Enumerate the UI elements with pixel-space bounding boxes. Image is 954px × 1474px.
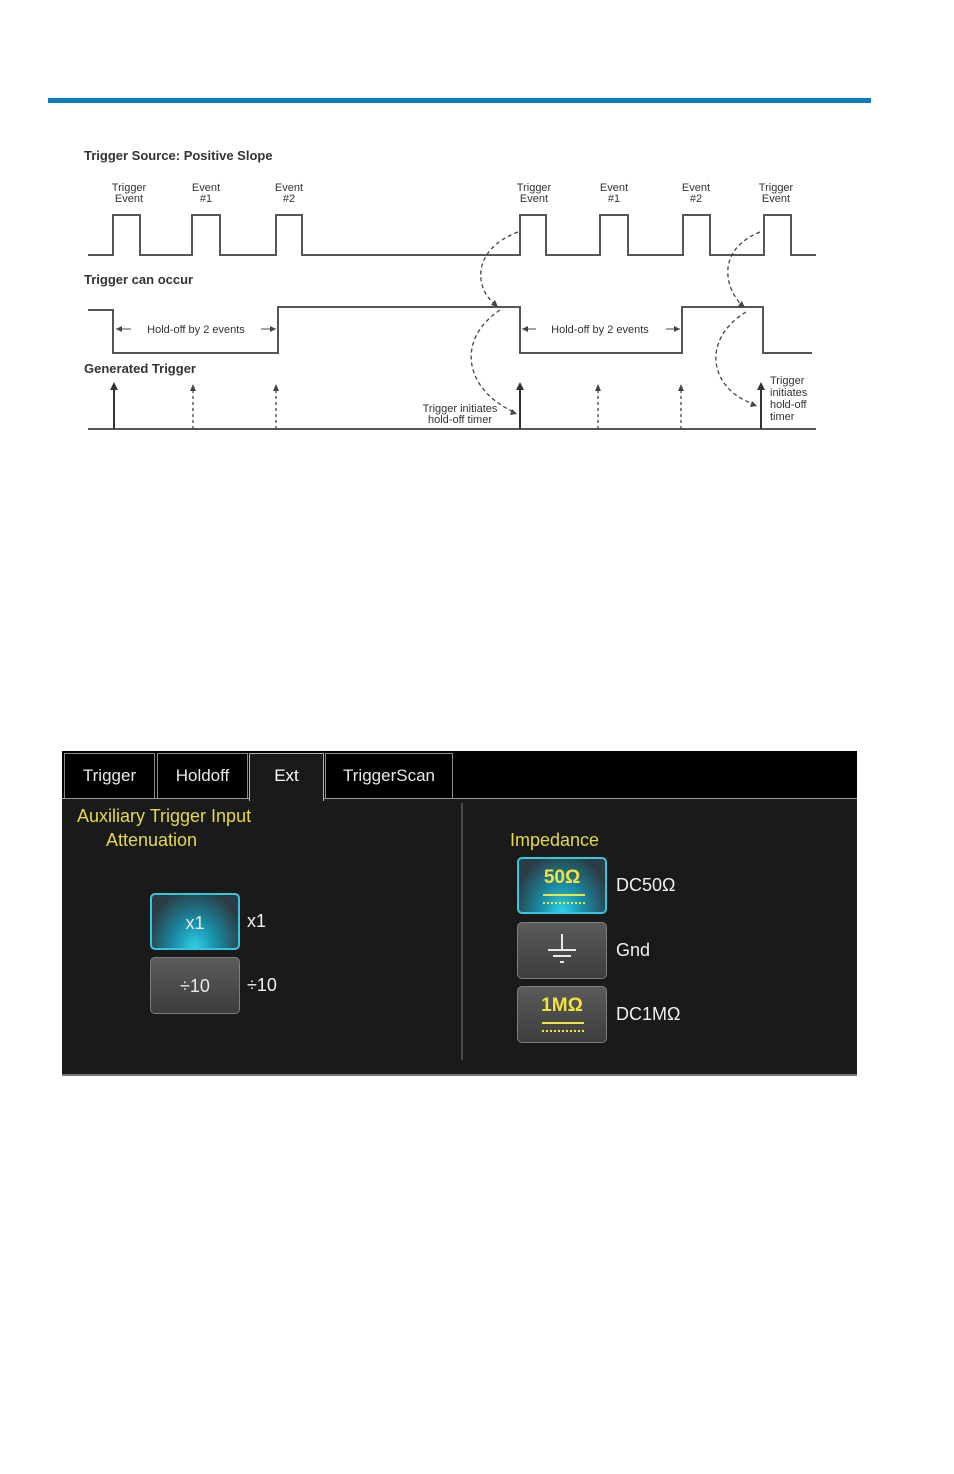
event-label-5: Event #2 (681, 182, 711, 205)
svg-text:Hold-off by 2 events: Hold-off by 2 events (147, 324, 245, 336)
dashed-arrow-4 (716, 312, 754, 404)
header-rule (48, 98, 871, 103)
event-label-1: Event #1 (191, 182, 221, 205)
dashed-arrow-2 (728, 232, 760, 306)
attenuation-div10-button[interactable]: ÷10 (150, 957, 240, 1014)
impedance-title: Impedance (510, 830, 600, 850)
attenuation-title-line2: Attenuation (106, 830, 198, 850)
trigger-holdoff-timing-diagram (60, 140, 830, 440)
impedance-50ohm-button[interactable]: 50Ω (517, 857, 607, 914)
event-label-2: Event #2 (274, 182, 304, 205)
impedance-gnd-button[interactable] (517, 922, 607, 979)
holdoff-annotation-left (116, 324, 276, 336)
dc-coupling-dots (542, 1030, 584, 1032)
impedance-dc1m-label: DC1MΩ (616, 1004, 681, 1024)
dashed-arrow-1 (481, 232, 518, 305)
event-label-6: Trigger Event (758, 182, 794, 205)
event-label-3: Trigger Event (516, 182, 552, 205)
tab-bar (62, 751, 857, 799)
tab-triggerscan[interactable]: TriggerScan (325, 753, 453, 798)
trigger-can-occur-label: Trigger can occur (84, 272, 194, 287)
dashed-arrow-3 (471, 310, 514, 412)
diagram-title: Trigger Source: Positive Slope (84, 148, 273, 163)
impedance-dc50-label: DC50Ω (616, 875, 676, 895)
panel-divider (461, 803, 463, 1060)
tab-underline-right (324, 798, 857, 799)
initiates-label-right: Trigger initiates hold-off timer (770, 375, 808, 423)
ext-trigger-dialog (62, 751, 857, 1076)
attenuation-x1-button[interactable]: x1 (150, 893, 240, 950)
attenuation-div10-label: ÷10 (247, 975, 277, 995)
event-labels (112, 182, 794, 205)
tab-ext[interactable]: Ext (249, 753, 324, 801)
event-label-0: Trigger Event (111, 182, 147, 205)
impedance-gnd-label: Gnd (616, 940, 651, 960)
tab-holdoff[interactable]: Holdoff (157, 753, 248, 798)
dc-coupling-icon (543, 894, 585, 896)
attenuation-x1-label: x1 (247, 911, 267, 931)
tab-underline-left (62, 798, 249, 799)
generated-trigger-label: Generated Trigger (84, 361, 196, 376)
dc-coupling-dots (543, 902, 585, 904)
event-label-4: Event #1 (599, 182, 629, 205)
impedance-1mohm-button[interactable]: 1MΩ (517, 986, 607, 1043)
svg-text:Hold-off by 2 events: Hold-off by 2 events (551, 324, 649, 336)
trigger-source-waveform (88, 215, 816, 255)
ground-icon (517, 922, 607, 979)
dc-coupling-icon (542, 1022, 584, 1024)
attenuation-title-line1: Auxiliary Trigger Input (77, 806, 252, 826)
holdoff-annotation-right (522, 324, 680, 336)
initiates-label-left: Trigger initiates hold-off timer (422, 403, 498, 426)
tab-trigger[interactable]: Trigger (64, 753, 155, 798)
